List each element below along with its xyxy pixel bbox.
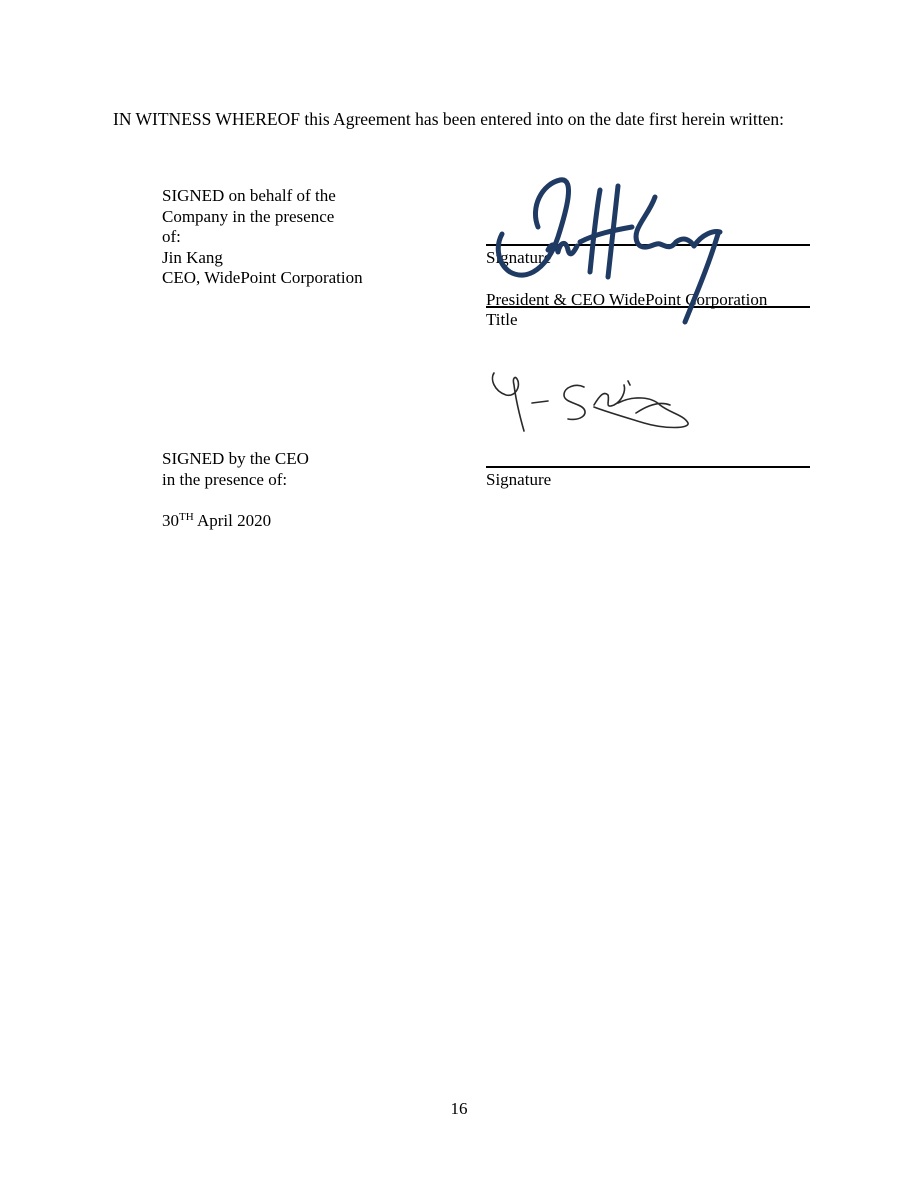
ceo-block-line: SIGNED by the CEO — [162, 449, 309, 468]
company-signing-block — [162, 186, 363, 289]
signing-date — [162, 511, 271, 532]
ceo-signature-label: Signature — [486, 470, 552, 489]
ceo-block-line: in the presence of: — [162, 469, 288, 489]
date-suffix: TH — [179, 511, 194, 523]
ceo-handwritten-signature — [484, 365, 694, 437]
company-block-line: Company in the presence — [162, 206, 335, 226]
ceo-signing-block — [162, 449, 309, 490]
title-label: Title — [486, 310, 518, 329]
ceo-signature-line — [486, 466, 810, 468]
date-month-year: April 2020 — [193, 511, 272, 530]
page-number: 16 — [450, 1099, 468, 1118]
signatory-title: CEO, WidePoint Corporation — [162, 268, 363, 287]
company-block-line: SIGNED on behalf of the — [162, 186, 336, 205]
company-block-line: of: — [162, 227, 181, 246]
company-signature-label: Signature — [486, 248, 552, 267]
title-line — [486, 306, 810, 308]
date-day: 30 — [162, 511, 179, 530]
company-title-value: President & CEO WidePoint Corporation — [486, 290, 768, 309]
company-signature-line — [486, 244, 810, 246]
witness-clause: IN WITNESS WHEREOF this Agreement has been entered into on the date first herein written: — [113, 109, 784, 129]
signatory-name: Jin Kang — [162, 247, 223, 267]
